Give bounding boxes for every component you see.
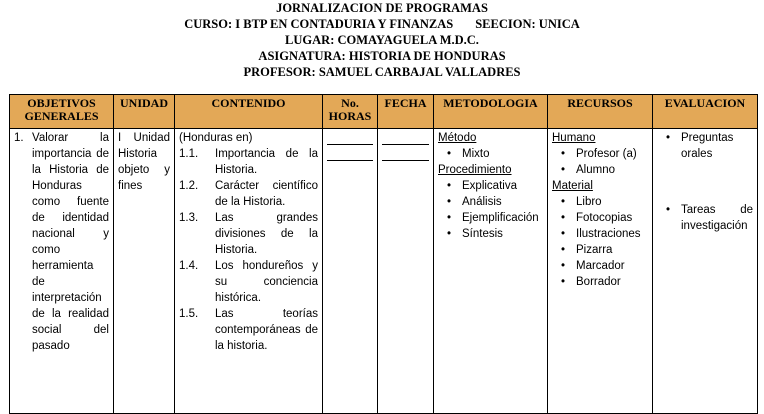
hours-blank-line bbox=[327, 130, 373, 145]
human-resources-label: Humano bbox=[552, 132, 596, 144]
program-table bbox=[9, 94, 758, 414]
hours-blank-line bbox=[327, 146, 373, 161]
procedure-list bbox=[438, 178, 543, 242]
col-objetivos: OBJETIVOS GENERALES bbox=[10, 95, 114, 129]
col-unidad: UNIDAD bbox=[114, 95, 175, 129]
cell-recursos bbox=[548, 129, 653, 414]
col-fecha: FECHA bbox=[378, 95, 434, 129]
list-item: • Profesor (a) bbox=[552, 146, 648, 162]
content-intro: (Honduras en) bbox=[179, 132, 253, 144]
cell-unidad bbox=[114, 129, 175, 414]
cell-contenido bbox=[175, 129, 323, 414]
objective-number: 1. bbox=[14, 132, 24, 144]
col-evaluacion: EVALUACION bbox=[653, 95, 758, 129]
list-item: 1.1. Importancia de la Historia. bbox=[179, 148, 318, 176]
list-item: • Mixto bbox=[438, 146, 543, 162]
list-item: • Libro bbox=[552, 194, 648, 210]
course-line bbox=[0, 16, 764, 32]
list-item: • Alumno bbox=[552, 162, 648, 178]
method-list bbox=[438, 146, 543, 162]
list-item: • Ilustraciones bbox=[552, 226, 648, 242]
list-item: 1.3. Las grandes divisiones de la Historia. bbox=[179, 212, 318, 256]
cell-objetivo bbox=[10, 129, 114, 414]
cell-horas bbox=[323, 129, 378, 414]
teacher-line: PROFESOR: SAMUEL CARBAJAL VALLADRES bbox=[243, 65, 521, 79]
list-item: • Fotocopias bbox=[552, 210, 648, 226]
method-label: Método bbox=[438, 132, 477, 144]
table-row bbox=[10, 129, 758, 414]
subject-line: ASIGNATURA: HISTORIA DE HONDURAS bbox=[258, 49, 506, 63]
list-item: 1.5. Las teorías contemporáneas de la historia. bbox=[179, 308, 318, 352]
date-blank-line bbox=[382, 130, 429, 145]
unit-text: I Unidad Historia objeto y fines bbox=[118, 132, 170, 192]
col-contenido: CONTENIDO bbox=[175, 95, 323, 129]
list-item: • Análisis bbox=[438, 194, 543, 210]
col-recursos: RECURSOS bbox=[548, 95, 653, 129]
date-blank-line bbox=[382, 146, 429, 161]
evaluation-list bbox=[657, 130, 753, 234]
material-resources-list bbox=[552, 194, 648, 290]
list-item: • Marcador bbox=[552, 258, 648, 274]
list-item: 1.2. Carácter científico de la Historia. bbox=[179, 180, 318, 208]
document-title: JORNALIZACION DE PROGRAMAS bbox=[276, 1, 488, 15]
list-item: • Explicativa bbox=[438, 178, 543, 194]
human-resources-list bbox=[552, 146, 648, 178]
location-line: LUGAR: COMAYAGUELA M.D.C. bbox=[285, 33, 479, 47]
objective-text: Valorar la importancia de la Historia de Honduras como fuente de identidad nacional y como herramienta de interpretación de la realidad social del pasado bbox=[32, 132, 109, 352]
list-item: • Tareas de investigación bbox=[657, 202, 753, 234]
list-item: 1.4. Los hondureños y su conciencia histórica. bbox=[179, 260, 318, 304]
cell-evaluacion bbox=[653, 129, 758, 414]
list-item: • Pizarra bbox=[552, 242, 648, 258]
content-list bbox=[179, 146, 318, 354]
cell-metodologia bbox=[434, 129, 548, 414]
section-label: SEECION: UNICA bbox=[475, 17, 580, 31]
list-item: • Síntesis bbox=[438, 226, 543, 242]
list-item: • Ejemplificación bbox=[438, 210, 543, 226]
list-item: • Preguntas orales bbox=[657, 130, 753, 162]
list-item: • Borrador bbox=[552, 274, 648, 290]
col-horas: No. HORAS bbox=[323, 95, 378, 129]
table-header-row bbox=[10, 95, 758, 129]
procedure-label: Procedimiento bbox=[438, 164, 512, 176]
material-resources-label: Material bbox=[552, 180, 593, 192]
document-header bbox=[0, 0, 764, 80]
course-label: CURSO: I BTP EN CONTADURIA Y FINANZAS bbox=[184, 17, 454, 31]
cell-fecha bbox=[378, 129, 434, 414]
col-metodologia: METODOLOGIA bbox=[434, 95, 548, 129]
